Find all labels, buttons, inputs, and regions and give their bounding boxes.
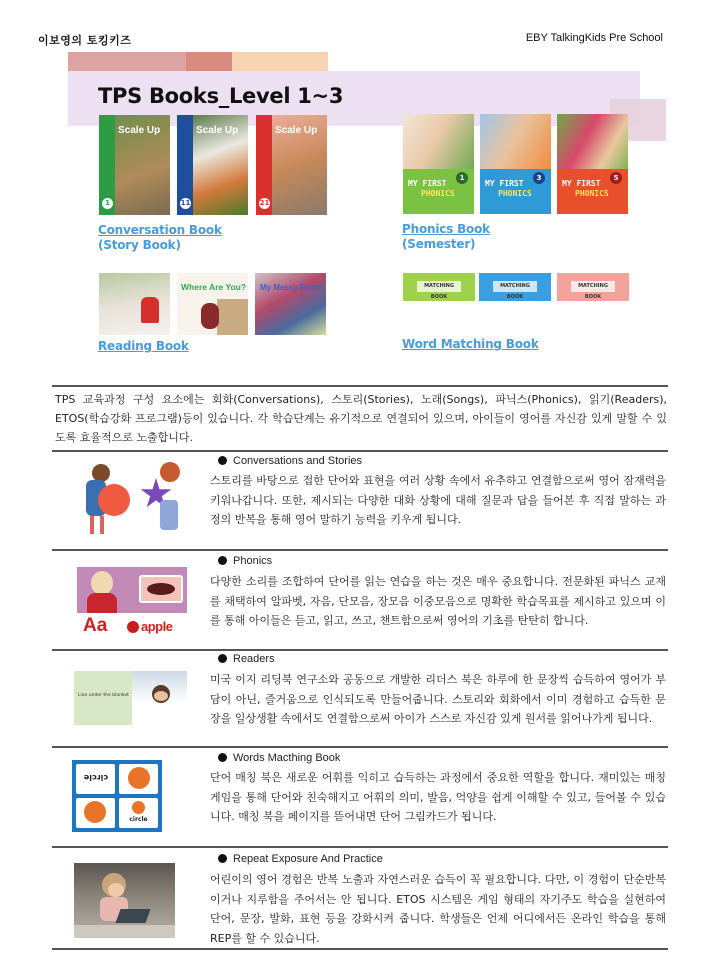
book-cover-scale-up-21 — [256, 115, 327, 215]
bullet-icon — [218, 654, 227, 663]
book-cover-scale-up-11 — [177, 115, 248, 215]
conversation-book-link[interactable] — [98, 223, 222, 253]
word-matching-book-cover-3 — [557, 273, 629, 301]
story-book-label: (Story Book) — [98, 238, 181, 252]
matching-book-title: MATCHING BOOK — [493, 281, 537, 292]
book-title-line2: PHONICS — [575, 189, 609, 198]
book-cover-my-first-phonics-1 — [403, 114, 474, 214]
card-word-upside-down: circle — [83, 773, 109, 782]
divider — [52, 649, 668, 651]
book-cover-my-first-phonics-5 — [557, 114, 628, 214]
section-title-text: Phonics — [233, 555, 273, 567]
section-body-readers: 미국 이지 리딩북 연구소와 공동으로 개발한 리더스 북은 하루에 한 문장씩 습득하여 영어가 부담이 아닌, 즐거움으로 인식되도록 만들어줍니다. 스토리와 회화에서 이미 경험하고 습득한 문장을 일상생활 속에서도 연결함으로써 아이가 스스로 자신감 있게 원서를 읽어나가게 됩니다. — [210, 673, 666, 725]
divider — [52, 549, 668, 551]
section-body-words-matching: 단어 매칭 북은 새로운 어휘를 익히고 습득하는 과정에서 중요한 역할을 합니다. 재미있는 매칭 게임을 통해 단어와 친숙해지고 어휘의 의미, 발음, 억양을 쉽게 이해할 수 있고, 들어볼 수 있습니다. 매칭 북을 페이지를 뜯어내면 단어 그림카드가 됩니다. — [210, 771, 666, 823]
bullet-icon — [218, 753, 227, 762]
page-title: TPS Books_Level 1~3 — [98, 84, 344, 108]
reading-book-cover-2 — [177, 273, 248, 335]
divider — [52, 385, 668, 387]
section-title-words-matching — [218, 752, 340, 764]
girl-with-tablet-photo — [74, 863, 175, 938]
section-title-conversations — [218, 455, 362, 467]
brand-english: EBY TalkingKids Pre School — [525, 32, 663, 44]
word-matching-book-cover-2 — [479, 273, 551, 301]
book-level: 21 — [259, 199, 270, 207]
reading-book-link[interactable] — [98, 339, 189, 354]
reading-book-cover-3 — [255, 273, 326, 335]
divider — [52, 948, 668, 950]
book-title-line2: PHONICS — [421, 189, 455, 198]
apple-icon — [127, 621, 139, 633]
brand-korean: 이보영의 토킹키즈 — [38, 34, 132, 47]
section-body-repeat-exposure: 어린이의 영어 경험은 반복 노출과 자연스러운 습득이 꼭 필요합니다. 다만, 이 경험이 단순반복이거나 지루함을 주어서는 안 됩니다. ETOS 시스템은 게임 형태의 자기주도 학습을 실현하여 단어, 문장, 발화, 표현 등을 강화시켜 줍니다. 학생들은 언제 어디에서든 온라인 학습을 통해 REP를 할 수 있습니다. — [210, 873, 666, 945]
divider — [52, 746, 668, 748]
section-title-phonics — [218, 555, 272, 567]
phonics-book-label: Phonics Book — [402, 222, 490, 236]
matching-book-title: MATCHING BOOK — [417, 281, 461, 292]
book-title-line2: PHONICS — [498, 189, 532, 198]
semester-label: (Semester) — [402, 237, 476, 251]
reading-book-label: Reading Book — [98, 339, 189, 353]
reading-book-title: My Messy Room — [260, 283, 323, 292]
book-brand: Scale Up — [118, 125, 161, 136]
letter-aa: Aa — [83, 615, 108, 636]
phonics-video-thumbnail — [77, 567, 187, 639]
section-body-conversations: 스토리를 바탕으로 접한 단어와 표현을 여러 상황 속에서 유추하고 연결함으로써 영어 잠재력을 키워나갑니다. 또한, 제시되는 다양한 대화 상황에 대해 질문과 답을 들어본 후 직접 말하는 과정의 반복을 통해 영어 말하기 능력을 키우게 됩니다. — [210, 474, 666, 526]
word-matching-cards-thumbnail — [72, 760, 162, 832]
reader-page-text: Lion under the blanket — [78, 693, 129, 698]
readers-page-thumbnail — [74, 671, 187, 725]
bullet-icon — [218, 854, 227, 863]
book-level: 1 — [456, 172, 468, 184]
card-word: circle — [129, 816, 148, 823]
book-cover-my-first-phonics-3 — [480, 114, 551, 214]
book-brand: Scale Up — [275, 125, 318, 136]
phonics-book-link[interactable] — [402, 222, 490, 252]
book-title-line1: MY FIRST — [485, 179, 524, 188]
word-matching-book-link[interactable] — [402, 337, 539, 352]
reading-book-cover-1 — [99, 273, 170, 335]
word-matching-book-label: Word Matching Book — [402, 337, 539, 351]
book-cover-scale-up-1 — [99, 115, 170, 215]
section-title-readers — [218, 653, 275, 665]
section-title-repeat-exposure — [218, 853, 383, 865]
section-title-text: Repeat Exposure And Practice — [233, 853, 383, 865]
divider — [52, 450, 668, 452]
book-brand: Scale Up — [196, 125, 239, 136]
reading-book-title: Where Are You? — [181, 282, 247, 292]
book-title-line1: MY FIRST — [562, 179, 601, 188]
section-body-phonics: 다양한 소리를 조합하여 단어를 읽는 연습을 하는 것은 매우 중요합니다. 전문화된 파닉스 교재를 채택하여 알파벳, 자음, 단모음, 장모음 이중모음으로 명확한 학습목표를 제시하고 있으며 이를 통해 아이들은 듣고, 읽고, 쓰고, 챈트함으로써 영어의 기초를 탄탄히 합니다. — [210, 575, 666, 627]
section-title-text: Words Macthing Book — [233, 752, 341, 764]
word-matching-book-cover-1 — [403, 273, 475, 301]
book-level: 1 — [102, 198, 113, 209]
conversation-book-label: Conversation Book — [98, 223, 222, 237]
kids-with-shapes-illustration — [74, 460, 192, 540]
book-title-line1: MY FIRST — [408, 179, 447, 188]
book-level: 5 — [610, 172, 622, 184]
section-title-text: Conversations and Stories — [233, 455, 363, 467]
bullet-icon — [218, 456, 227, 465]
intro-paragraph: TPS 교육과정 구성 요소에는 회화(Conversations), 스토리(Stories), 노래(Songs), 파닉스(Phonics), 읽기(Readers), ETOS(학습강화 프로그램)등이 있습니다. 각 학습단계는 유기적으로 연결되어 있으며, 아이들이 영어를 자신감 있게 말할 수 있도록 효율적으로 노출합니다. — [55, 393, 667, 444]
bullet-icon — [218, 556, 227, 565]
matching-book-title: MATCHING BOOK — [571, 281, 615, 292]
section-title-text: Readers — [233, 653, 275, 665]
book-level: 3 — [533, 172, 545, 184]
book-level: 11 — [180, 199, 191, 207]
word-apple: apple — [141, 619, 173, 634]
divider — [52, 846, 668, 848]
